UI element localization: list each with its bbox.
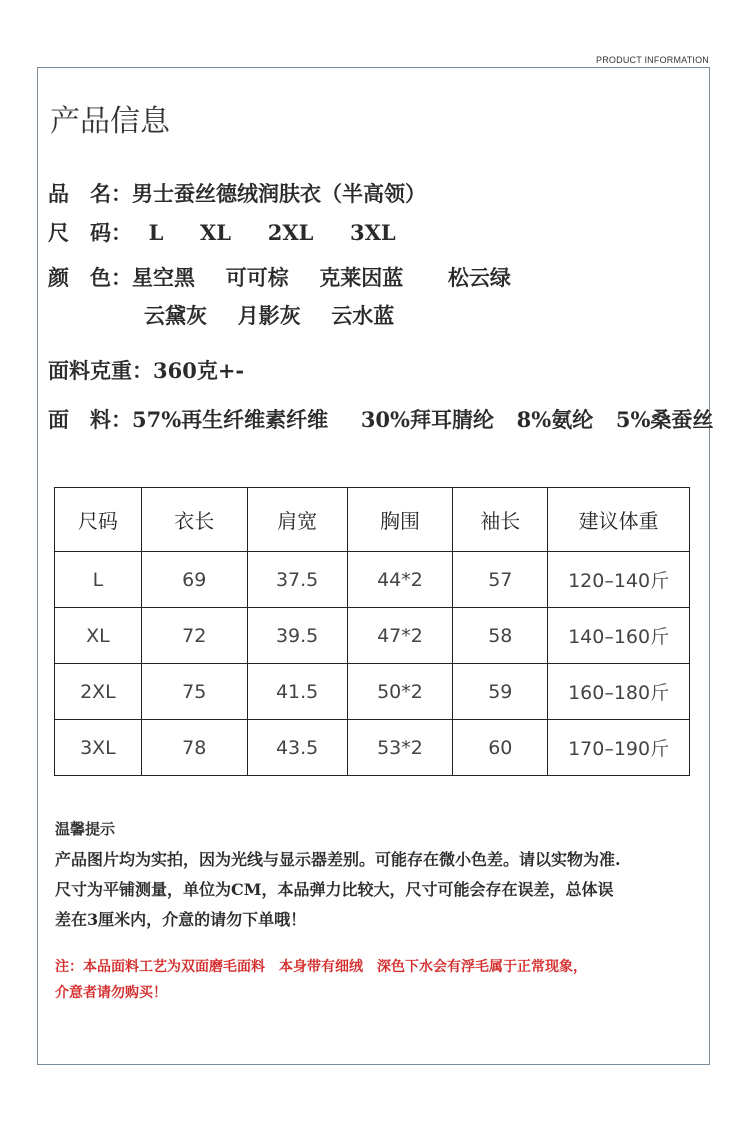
table-cell: 53*2 (347, 720, 453, 776)
color-option: 克莱因蓝 (319, 265, 404, 290)
product-information-label: PRODUCT INFORMATION (596, 55, 709, 65)
header-shoulder: 肩宽 (247, 488, 347, 552)
fabric-weight-value: 360克+- (153, 358, 245, 383)
fabric-key: 面 料： (48, 407, 132, 432)
color-option: 云黛灰 (144, 303, 207, 328)
table-header-row (55, 488, 690, 552)
table-cell: 78 (141, 720, 247, 776)
color-row (48, 262, 511, 292)
size-option: XL (200, 220, 232, 245)
header-weight: 建议体重 (548, 488, 690, 552)
table-cell: XL (55, 608, 142, 664)
notice-line: 差在3厘米内，介意的请勿下单哦！ (55, 910, 307, 929)
size-option: L (148, 220, 164, 245)
table-cell: 50*2 (347, 664, 453, 720)
color-key: 颜 色： (48, 265, 132, 290)
fabric-item: 8%氨纶 (516, 407, 594, 432)
table-row (55, 664, 690, 720)
color-option: 星空黑 (132, 265, 195, 290)
table-cell: 47*2 (347, 608, 453, 664)
notice-title: 温馨提示 (55, 820, 116, 838)
table-cell: 140–160斤 (548, 608, 690, 664)
table-cell: 57 (453, 552, 548, 608)
fabric-item: 57%再生纤维素纤维 (132, 407, 329, 432)
fabric-row (48, 404, 713, 434)
table-cell: 41.5 (247, 664, 347, 720)
table-cell: 58 (453, 608, 548, 664)
fabric-weight-row (48, 355, 244, 385)
header-sleeve: 袖长 (453, 488, 548, 552)
table-cell: 120–140斤 (548, 552, 690, 608)
notice-line: 产品图片均为实拍，因为光线与显示器差别。可能存在微小色差。请以实物为准. (55, 850, 621, 869)
header-length: 衣长 (141, 488, 247, 552)
size-key: 尺 码： (48, 220, 132, 245)
table-cell: L (55, 552, 142, 608)
size-row (48, 217, 396, 247)
table-cell: 69 (141, 552, 247, 608)
table-row (55, 552, 690, 608)
table-cell: 2XL (55, 664, 142, 720)
notice-line: 尺寸为平铺测量，单位为CM，本品弹力比较大，尺寸可能会存在误差，总体误 (55, 880, 614, 899)
warning-line: 注：本品面料工艺为双面磨毛面料 本身带有细绒 深色下水会有浮毛属于正常现象， (55, 959, 587, 975)
table-cell: 3XL (55, 720, 142, 776)
product-name-row (48, 178, 426, 208)
table-cell: 60 (453, 720, 548, 776)
table-cell: 72 (141, 608, 247, 664)
fabric-item: 5%桑蚕丝 (615, 407, 714, 432)
size-option: 2XL (267, 220, 314, 245)
table-cell: 37.5 (247, 552, 347, 608)
fabric-weight-key: 面料克重： (48, 358, 153, 383)
header-size: 尺码 (55, 488, 142, 552)
table-cell: 160–180斤 (548, 664, 690, 720)
fabric-item: 30%拜耳腈纶 (360, 407, 494, 432)
product-name-value: 男士蚕丝德绒润肤衣（半高领） (132, 181, 426, 206)
table-cell: 43.5 (247, 720, 347, 776)
warning-line: 介意者请勿购买！ (55, 985, 167, 1001)
color-row-2 (144, 300, 394, 330)
size-option: 3XL (350, 220, 396, 245)
table-cell: 75 (141, 664, 247, 720)
color-option: 松云绿 (447, 265, 511, 290)
page-title: 产品信息 (50, 104, 170, 139)
table-cell: 170–190斤 (548, 720, 690, 776)
table-cell: 44*2 (347, 552, 453, 608)
size-chart-table (54, 487, 690, 776)
table-row (55, 720, 690, 776)
color-option: 云水蓝 (331, 303, 395, 328)
color-option: 可可棕 (225, 265, 289, 290)
product-name-key: 品 名： (48, 181, 132, 206)
table-row (55, 608, 690, 664)
header-chest: 胸围 (347, 488, 453, 552)
color-option: 月影灰 (237, 303, 301, 328)
table-cell: 59 (453, 664, 548, 720)
table-cell: 39.5 (247, 608, 347, 664)
